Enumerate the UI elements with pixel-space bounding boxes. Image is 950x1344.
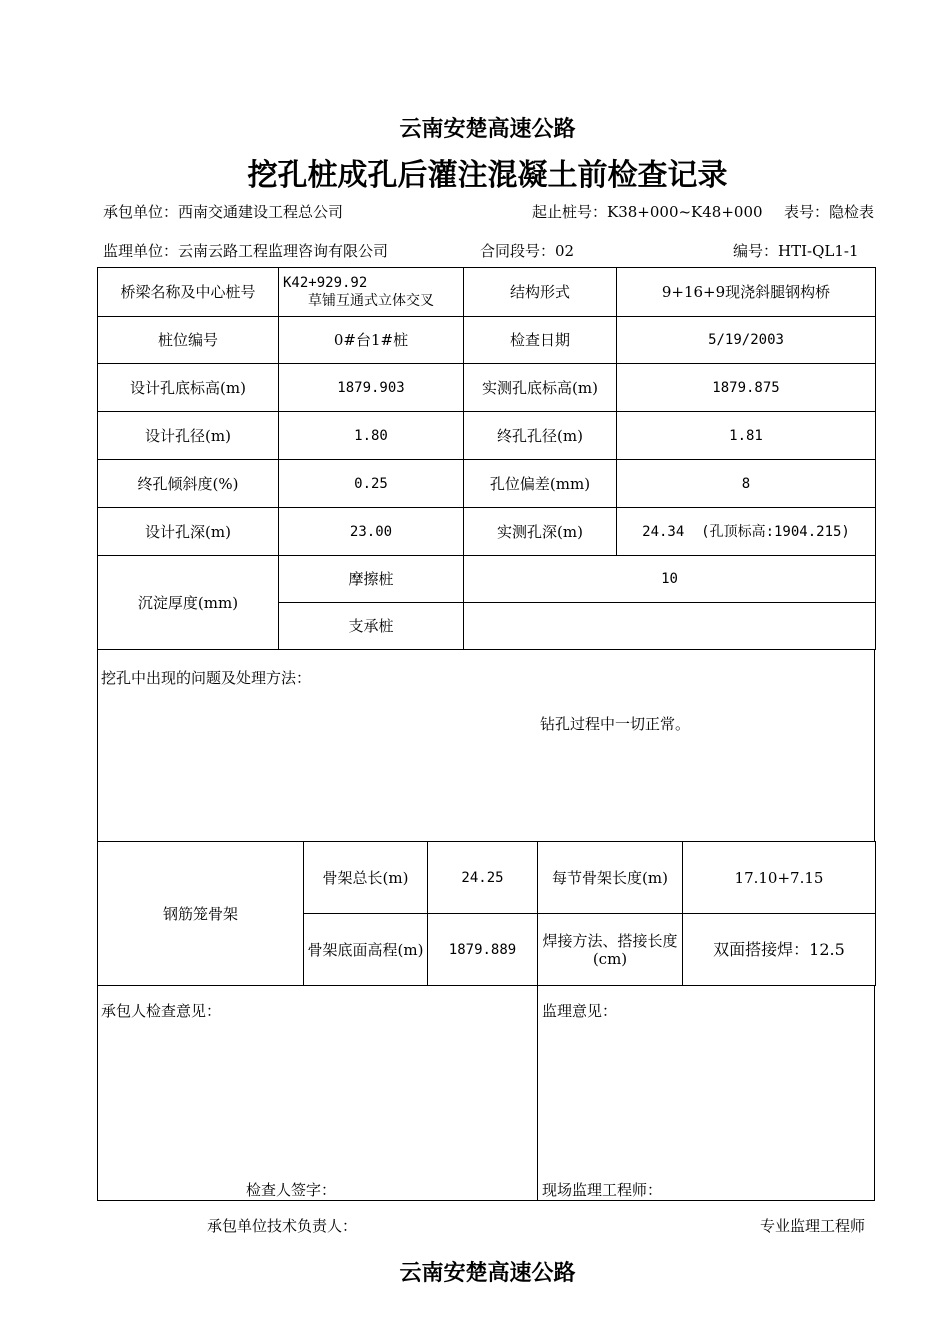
bridge-name: 草铺互通式立体交叉 bbox=[308, 293, 434, 309]
design-depth-label: 设计孔深(m) bbox=[98, 508, 279, 556]
measured-depth-label: 实测孔深(m) bbox=[464, 508, 617, 556]
contractor-opinion-label: 承包人检查意见： bbox=[101, 1002, 222, 1020]
opinions-section bbox=[97, 985, 875, 1201]
cage-label: 钢筋笼骨架 bbox=[98, 842, 304, 986]
form-number: 表号：隐检表 bbox=[784, 203, 875, 221]
company-heading: 云南安楚高速公路 bbox=[399, 116, 576, 142]
inclination-value: 0.25 bbox=[279, 460, 464, 508]
next-page-company-heading: 云南安楚高速公路 bbox=[399, 1260, 576, 1286]
table-row bbox=[98, 842, 876, 914]
design-bottom-elev-value: 1879.903 bbox=[279, 364, 464, 412]
final-diameter-label: 终孔孔径(m) bbox=[464, 412, 617, 460]
table-row bbox=[98, 412, 876, 460]
table-row bbox=[98, 508, 876, 556]
position-deviation-label: 孔位偏差(mm) bbox=[464, 460, 617, 508]
friction-pile-value: 10 bbox=[464, 556, 876, 603]
site-engineer-label: 现场监理工程师： bbox=[542, 1181, 663, 1199]
measured-bottom-elev-value: 1879.875 bbox=[617, 364, 876, 412]
serial-number: 编号：HTI-QL1-1 bbox=[733, 242, 859, 260]
remarks-section bbox=[97, 650, 875, 841]
form-title: 挖孔桩成孔后灌注混凝土前检查记录 bbox=[247, 158, 728, 193]
opinions-divider bbox=[537, 985, 538, 1200]
bridge-name-label: 桥梁名称及中心桩号 bbox=[98, 268, 279, 317]
design-bottom-elev-label: 设计孔底标高(m) bbox=[98, 364, 279, 412]
design-depth-value: 23.00 bbox=[279, 508, 464, 556]
table-row bbox=[98, 556, 876, 603]
cage-table bbox=[97, 841, 876, 986]
table-row bbox=[98, 317, 876, 364]
contract-section: 合同段号：02 bbox=[480, 242, 575, 260]
measured-bottom-elev-label: 实测孔底标高(m) bbox=[464, 364, 617, 412]
measured-depth-value: 24.34 (孔顶标高:1904.215) bbox=[617, 508, 876, 556]
friction-pile-label: 摩擦桩 bbox=[279, 556, 464, 603]
station-range: 起止桩号：K38+000~K48+000 bbox=[532, 203, 763, 221]
pile-number-value: 0#台1#桩 bbox=[279, 317, 464, 364]
bearing-pile-value bbox=[464, 603, 876, 650]
supervisor-unit: 监理单位：云南云路工程监理咨询有限公司 bbox=[103, 242, 389, 260]
pile-number-label: 桩位编号 bbox=[98, 317, 279, 364]
cage-total-length-value: 24.25 bbox=[428, 842, 538, 914]
position-deviation-value: 8 bbox=[617, 460, 876, 508]
sediment-label: 沉淀厚度(mm) bbox=[98, 556, 279, 650]
structure-type-value: 9+16+9现浇斜腿钢构桥 bbox=[617, 268, 876, 317]
inclination-label: 终孔倾斜度(%) bbox=[98, 460, 279, 508]
center-station: K42+929.92 bbox=[283, 275, 368, 291]
cage-bottom-elev-label: 骨架底面高程(m) bbox=[304, 914, 428, 986]
design-diameter-value: 1.80 bbox=[279, 412, 464, 460]
cage-section-length-value: 17.10+7.15 bbox=[683, 842, 876, 914]
weld-method-label: 焊接方法、搭接长度(cm) bbox=[538, 914, 683, 986]
supervisor-opinion-label: 监理意见： bbox=[542, 1002, 618, 1020]
inspection-date-label: 检查日期 bbox=[464, 317, 617, 364]
professional-engineer-label: 专业监理工程师 bbox=[760, 1217, 866, 1235]
design-diameter-label: 设计孔径(m) bbox=[98, 412, 279, 460]
remarks-label: 挖孔中出现的问题及处理方法： bbox=[101, 669, 312, 687]
inspection-table bbox=[97, 267, 876, 650]
inspection-date-value: 5/19/2003 bbox=[617, 317, 876, 364]
contractor-unit: 承包单位：西南交通建设工程总公司 bbox=[103, 203, 344, 221]
bearing-pile-label: 支承桩 bbox=[279, 603, 464, 650]
cage-bottom-elev-value: 1879.889 bbox=[428, 914, 538, 986]
tech-lead-label: 承包单位技术负责人： bbox=[207, 1217, 358, 1235]
table-row bbox=[98, 460, 876, 508]
table-row bbox=[98, 268, 876, 317]
cage-section-length-label: 每节骨架长度(m) bbox=[538, 842, 683, 914]
final-diameter-value: 1.81 bbox=[617, 412, 876, 460]
cage-total-length-label: 骨架总长(m) bbox=[304, 842, 428, 914]
remarks-text: 钻孔过程中一切正常。 bbox=[540, 715, 691, 733]
bridge-name-value bbox=[279, 268, 464, 317]
structure-type-label: 结构形式 bbox=[464, 268, 617, 317]
weld-method-value: 双面搭接焊：12.5 bbox=[683, 914, 876, 986]
table-row bbox=[98, 364, 876, 412]
inspector-signature-label: 检查人签字： bbox=[246, 1181, 337, 1199]
